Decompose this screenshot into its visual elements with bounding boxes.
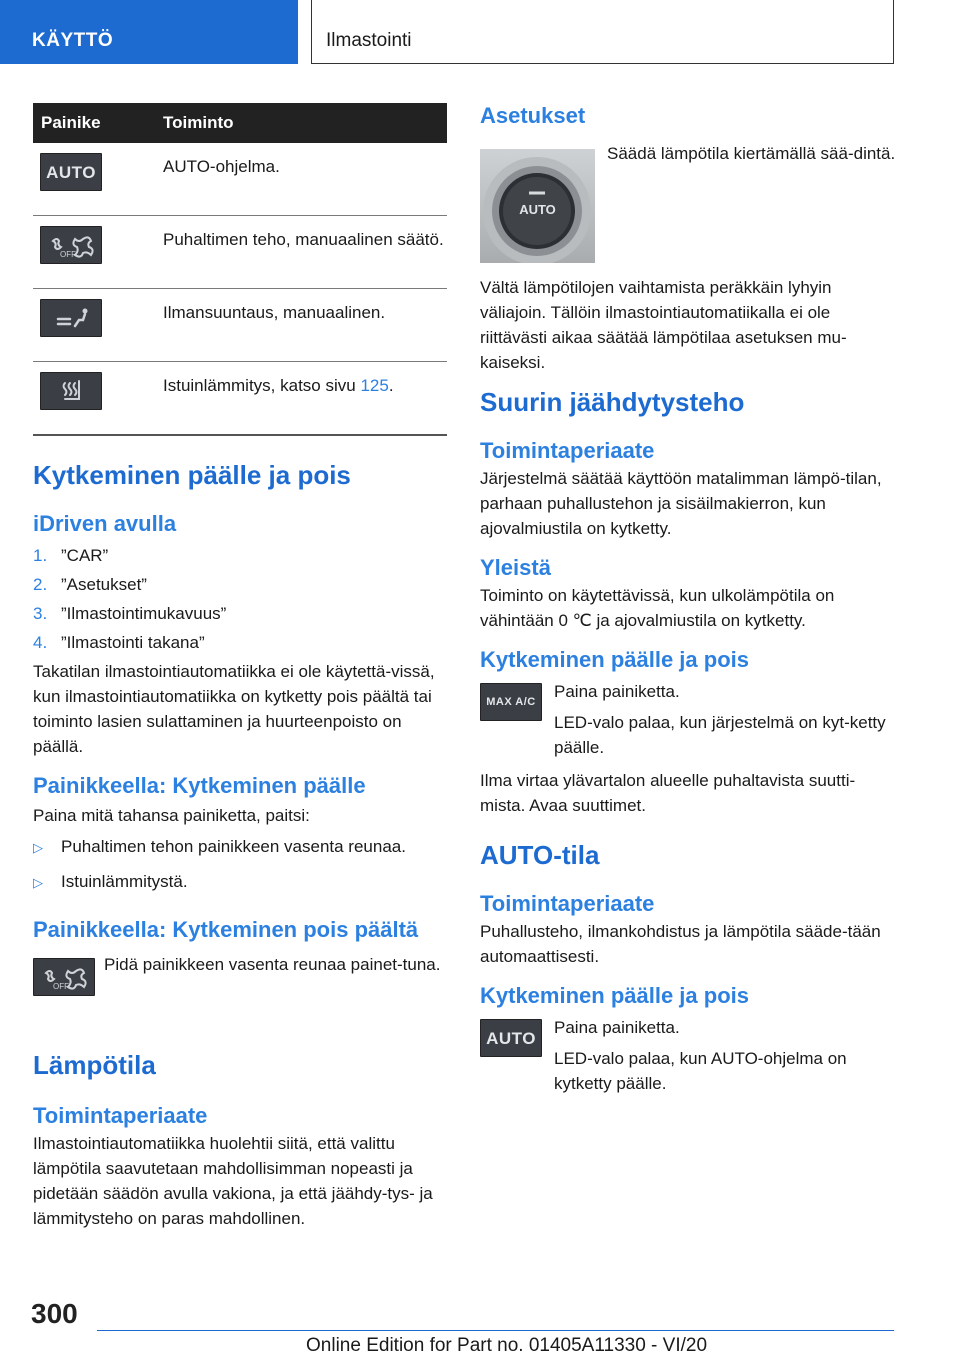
temperature-text: Ilmastointiautomatiikka huolehtii siitä, että valittu lämpötila saavutetaan mahdollisimman nopeasti ja pidetään säädön avulla vakiona, ja että jäähdy-tys- ja lämmitysteho on paras mahdollinen.	[33, 1134, 433, 1228]
list-item: 3. ”Ilmastointimukavuus”	[33, 604, 227, 623]
auto-button-icon: AUTO	[480, 1019, 542, 1057]
settings-text: Säädä lämpötila kiertämällä sää-dintä.	[607, 144, 896, 163]
heading-switch-on-off: Kytkeminen päälle ja pois	[33, 460, 351, 490]
max-ac-button-icon: MAX A/C	[480, 683, 542, 721]
triangle-bullet-icon: ▷	[33, 875, 43, 890]
svg-text:OFF: OFF	[60, 250, 76, 259]
general-text: Toiminto on käytettävissä, kun ulkolämpötila on vähintään 0 ℃ ja ajovalmiustila on kytketty.	[480, 586, 835, 630]
knob-label: AUTO	[519, 202, 556, 217]
table-cell: Puhaltimen teho, manuaalinen säätö.	[155, 216, 447, 289]
list-item: ▷ Puhaltimen tehon painikkeen vasenta reunaa.	[33, 834, 447, 869]
heading-temperature: Lämpötila	[33, 1050, 156, 1080]
table-cell: Ilmansuuntaus, manuaalinen.	[155, 289, 447, 362]
svg-text:OFF: OFF	[53, 982, 69, 991]
table-row	[33, 143, 447, 216]
button-off-text: Pidä painikkeen vasenta reunaa painet-tuna.	[104, 955, 441, 974]
list-item: ▷ Istuinlämmitystä.	[33, 869, 447, 898]
air-nozzles-text: Ilma virtaa ylävartalon alueelle puhaltavista suutti-mista. Avaa suuttimet.	[480, 771, 856, 815]
section-tab	[0, 0, 298, 64]
button-function-table	[33, 103, 447, 436]
auto-led-text: LED-valo palaa, kun AUTO-ohjelma on kytketty päälle.	[554, 1049, 847, 1093]
list-item: 2. ”Asetukset”	[33, 575, 147, 594]
page-link-125[interactable]: 125	[360, 376, 389, 395]
edition-text: Online Edition for Part no. 01405A11330 - VI/20	[306, 1335, 708, 1356]
avoid-text: Vältä lämpötilojen vaihtamista peräkkäin lyhyin väliajoin. Tällöin ilmastointiautomatiikalla ei ole riittävästi aikaa säätää lämpötilaa asetuksen mu-kaiseksi.	[480, 278, 847, 372]
list-item: 4. ”Ilmastointi takana”	[33, 633, 205, 652]
heading-principle: Toimintaperiaate	[480, 891, 655, 916]
exception-list	[33, 834, 447, 898]
heading-general: Yleistä	[480, 555, 551, 580]
list-item: 1. ”CAR”	[33, 546, 109, 565]
right-flow	[480, 275, 894, 1096]
press-text: Paina painiketta.	[554, 1018, 680, 1037]
table-header-function: Toiminto	[155, 103, 447, 143]
temperature-knob-image	[480, 149, 595, 263]
section-title: KÄYTTÖ	[32, 30, 114, 51]
table-row	[33, 362, 447, 436]
max-led-text: LED-valo palaa, kun järjestelmä on kyt-ketty päälle.	[554, 713, 886, 757]
heading-auto-mode: AUTO-tila	[480, 840, 600, 870]
chapter-title: Ilmastointi	[326, 30, 412, 51]
auto-block	[480, 1015, 894, 1096]
chapter-tab	[311, 0, 894, 64]
seat-heating-button-icon	[40, 372, 102, 410]
table-row	[33, 216, 447, 289]
page-number: 300	[31, 1298, 78, 1329]
heading-max-cooling: Suurin jäähdytysteho	[480, 387, 745, 417]
air-distribution-button-icon	[40, 299, 102, 337]
fan-off-button-icon	[40, 226, 102, 264]
button-off-block	[33, 956, 447, 1016]
heading-principle: Toimintaperiaate	[480, 438, 655, 463]
heading-auto-switch: Kytkeminen päälle ja pois	[480, 983, 749, 1008]
footer-divider	[97, 1330, 894, 1331]
table-row	[33, 289, 447, 362]
idrive-steps	[33, 543, 447, 659]
table-cell: AUTO-ohjelma.	[155, 143, 447, 216]
auto-principle-text: Puhallusteho, ilmankohdistus ja lämpötila sääde-tään automaattisesti.	[480, 922, 881, 966]
heading-button-off: Painikkeella: Kytkeminen pois päältä	[33, 917, 419, 942]
fan-off-button-icon	[33, 958, 95, 996]
table-header-button: Painike	[33, 103, 155, 143]
triangle-bullet-icon: ▷	[33, 840, 43, 855]
heading-max-switch: Kytkeminen päälle ja pois	[480, 647, 749, 672]
press-text: Paina painiketta.	[554, 682, 680, 701]
table-cell: Istuinlämmitys, katso sivu 125.	[155, 362, 447, 436]
max-principle-text: Järjestelmä säätää käyttöön matalimman lämpö-tilan, parhaan puhallustehon ja sisäilmakierron, kun ajovalmiustila on kytketty.	[480, 469, 882, 538]
max-ac-block	[480, 679, 894, 760]
heading-principle: Toimintaperiaate	[33, 1103, 208, 1128]
left-column	[33, 103, 447, 1231]
heading-settings: Asetukset	[480, 103, 586, 128]
button-on-text: Paina mitä tahansa painiketta, paitsi:	[33, 806, 310, 825]
heading-button-on: Painikkeella: Kytkeminen päälle	[33, 773, 366, 798]
heading-idrive: iDriven avulla	[33, 511, 177, 536]
rear-climate-note: Takatilan ilmastointiautomatiikka ei ole käytettä-vissä, kun ilmastointiautomatiikka on kytketty pois päältä tai toiminto lasien sulattaminen ja huurteenpoisto on päällä.	[33, 662, 435, 756]
auto-button-icon: AUTO	[40, 153, 102, 191]
